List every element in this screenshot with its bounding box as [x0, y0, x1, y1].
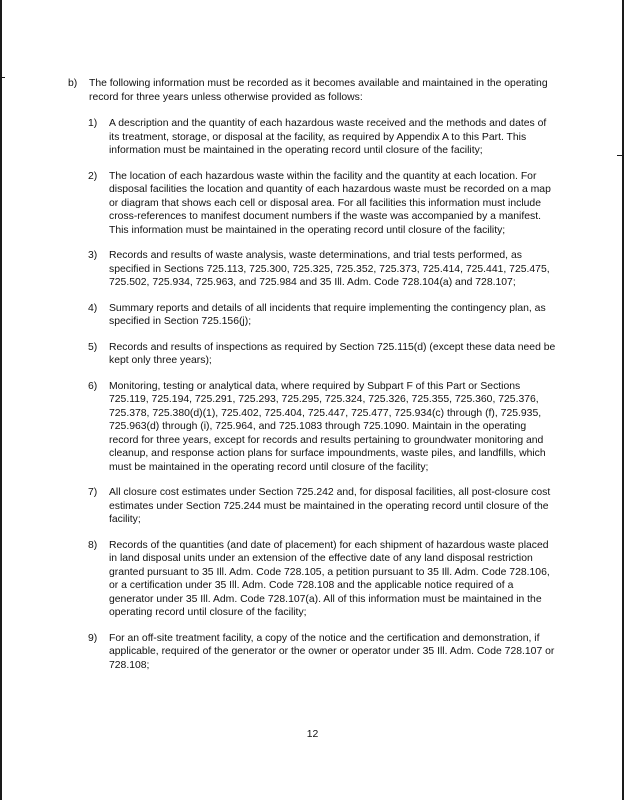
item-number: 2): [88, 170, 98, 182]
item-text: Records and results of inspections as required by Section 725.115(d) (except these data need be kept only three years);: [109, 341, 556, 366]
item-number: 6): [88, 380, 98, 392]
subsection-label: b): [68, 78, 78, 89]
list-item: [88, 539, 558, 620]
item-text: Records of the quantities (and date of placement) for each shipment of hazardous waste placed in land disposal units under an extension of the effective date of any land disposal restriction granted pursuant to 35 Ill. Adm. Code 728.105, a petition pursuant to 35 Ill. Adm. Code 728.106, or a certification under 35 Ill. Adm. Code 728.108 and the applicable notice required of a generator under 35 Ill. Adm. Code 728.107(a). All of this information must be maintained in the operating record until closure of the facility;: [109, 539, 550, 618]
item-number: 5): [88, 341, 98, 353]
item-number: 7): [88, 487, 98, 498]
list-item: [88, 380, 558, 475]
list-item: [88, 486, 558, 527]
item-number: 4): [88, 302, 98, 314]
item-number: 8): [88, 539, 98, 551]
item-text: For an off-site treatment facility, a copy of the notice and the certification and demonstration, if applicable, required of the generator or the owner or operator under 35 Ill. Adm. Code 728.107 or 728.108;: [109, 632, 555, 671]
list-item: [88, 249, 558, 290]
list-item: [88, 170, 558, 238]
item-number: 1): [88, 118, 98, 129]
item-text: Summary reports and details of all incidents that require implementing the contingency plan, as specified in Section 725.156(j);: [109, 302, 546, 327]
requirements-list: [88, 117, 558, 684]
page-edge-left: [0, 0, 2, 800]
item-text: Monitoring, testing or analytical data, where required by Subpart F of this Part or Sections 725.119, 725.194, 725.291, 725.293, 725.295, 725.324, 725.326, 725.355, 725.360, 725.376, 725.378, 725.380(d)(1), 725.402, 725.404, 725.447, 725.477, 725.934(c) through (f), 725.935, 725.963(d) through (i), 725.964, and 725.1083 through 725.1090. Maintain in the operating record for three years, except for records and results pertaining to groundwater monitoring and cleanup, and response action plans for surface impoundments, waste piles, and landfills, which must be maintained in the operating record until closure of the facility;: [109, 380, 546, 473]
scan-mark-right: [617, 155, 622, 156]
item-text: The location of each hazardous waste within the facility and the quantity at each location. For disposal facilities the location and quantity of each hazardous waste must be recorded on a map or diagram that shows each cell or disposal area. For all facilities this information must include cross-references to manifest document numbers if the waste was accompanied by a manifest. This information must be maintained in the operating record until closure of the facility;: [109, 170, 551, 236]
item-text: All closure cost estimates under Section 725.242 and, for disposal facilities, all post-closure cost estimates under Section 725.244 must be maintained in the operating record until closure of the facility;: [109, 487, 551, 525]
page-edge-right: [622, 0, 624, 800]
list-item: [88, 117, 558, 158]
list-item: [88, 632, 558, 673]
list-item: [88, 341, 558, 368]
scan-mark-left: [0, 77, 5, 78]
item-text: Records and results of waste analysis, waste determinations, and trial tests performed, as specified in Sections 725.113, 725.300, 725.325, 725.352, 725.373, 725.414, 725.441, 725.475, 725.502, 725.934, 725.963, and 725.984 and 35 Ill. Adm. Code 728.104(a) and 728.107;: [109, 250, 550, 288]
subsection-b: [68, 77, 548, 104]
item-number: 9): [88, 632, 98, 644]
list-item: [88, 302, 558, 329]
page-number: 12: [306, 729, 319, 740]
item-text: A description and the quantity of each hazardous waste received and the methods and dates of its treatment, storage, or disposal at the facility, as required by Appendix A to this Part. This information must be maintained in the operating record until closure of the facility;: [109, 118, 547, 156]
subsection-text: The following information must be recorded as it becomes available and maintained in the operating record for three years unless otherwise provided as follows:: [89, 78, 548, 103]
item-number: 3): [88, 250, 98, 261]
